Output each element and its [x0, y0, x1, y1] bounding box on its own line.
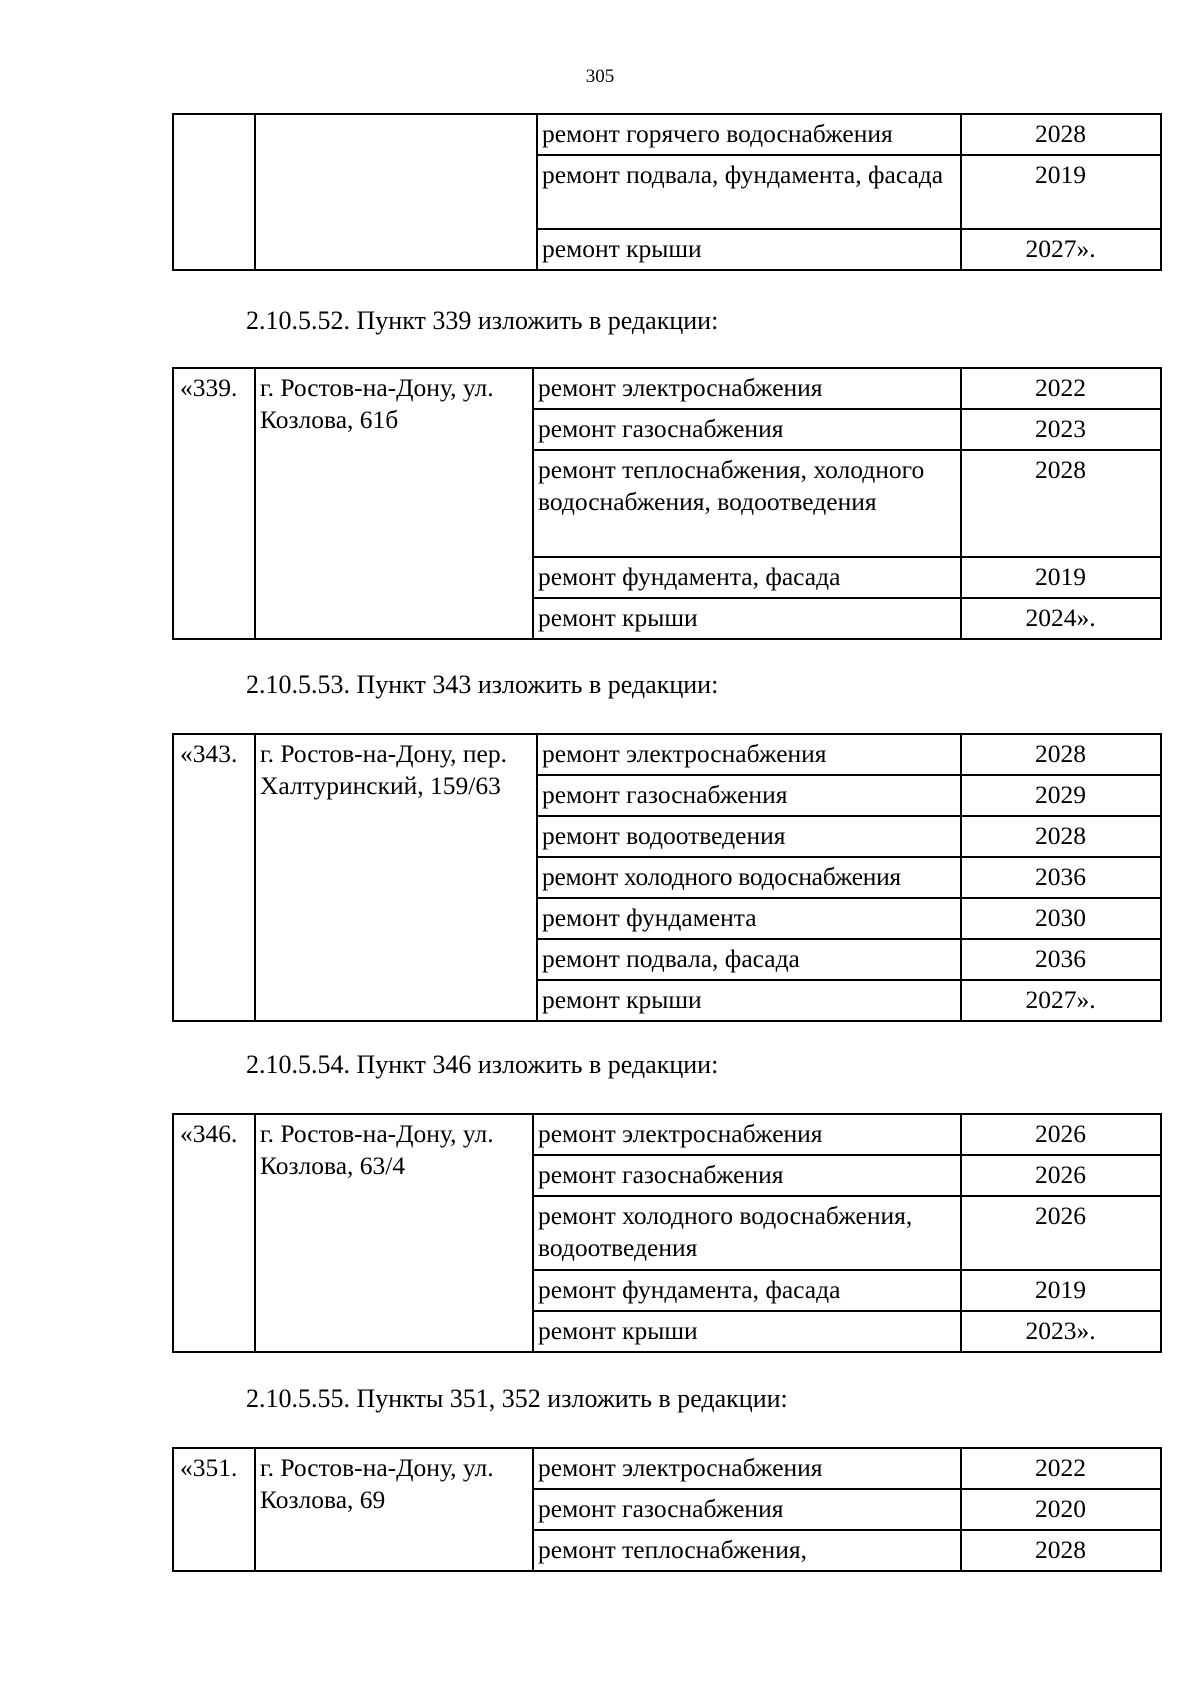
section-heading: 2.10.5.53. Пункт 343 изложить в редакции:	[246, 670, 719, 699]
work-year: 2027».	[961, 980, 1161, 1021]
work-year: 2019	[961, 557, 1161, 598]
work-year: 2020	[961, 1489, 1161, 1530]
section-heading: 2.10.5.55. Пункты 351, 352 изложить в редакции:	[246, 1384, 788, 1413]
work-year: 2028	[961, 734, 1161, 775]
table-row	[173, 1114, 1161, 1155]
work-type: ремонт электроснабжения	[533, 1448, 961, 1489]
work-year: 2036	[961, 939, 1161, 980]
item-address: г. Ростов-на-Дону, ул. Козлова, 63/4	[255, 1114, 533, 1352]
section-heading: 2.10.5.54. Пункт 346 изложить в редакции:	[246, 1050, 719, 1079]
work-type: ремонт газоснабжения	[533, 1155, 961, 1196]
work-type: ремонт холодного водоснабжения	[537, 857, 961, 898]
table-row	[173, 1448, 1161, 1489]
work-year: 2027».	[961, 229, 1161, 270]
table-row	[173, 734, 1161, 775]
work-type: ремонт теплоснабжения, холодного водоснабжения, водоотведения	[533, 450, 961, 557]
repair-table	[172, 113, 1162, 271]
work-year: 2022	[961, 1448, 1161, 1489]
work-type: ремонт теплоснабжения,	[533, 1530, 961, 1571]
work-year: 2023	[961, 409, 1161, 450]
work-type: ремонт фундамента, фасада	[533, 1270, 961, 1311]
work-type: ремонт подвала, фундамента, фасада	[537, 155, 961, 229]
item-number	[173, 114, 255, 270]
work-type: ремонт подвала, фасада	[537, 939, 961, 980]
work-year: 2022	[961, 368, 1161, 409]
item-number: «351.	[173, 1448, 255, 1571]
item-number: «346.	[173, 1114, 255, 1352]
item-number: «343.	[173, 734, 255, 1021]
item-address: г. Ростов-на-Дону, пер. Халтуринский, 159/63	[255, 734, 537, 1021]
work-type: ремонт горячего водоснабжения	[537, 114, 961, 155]
work-year: 2028	[961, 1530, 1161, 1571]
work-year: 2019	[961, 1270, 1161, 1311]
work-year: 2026	[961, 1196, 1161, 1270]
item-address	[255, 114, 537, 270]
work-year: 2029	[961, 775, 1161, 816]
work-type: ремонт крыши	[533, 598, 961, 639]
work-year: 2028	[961, 114, 1161, 155]
work-type: ремонт газоснабжения	[537, 775, 961, 816]
section-heading: 2.10.5.52. Пункт 339 изложить в редакции:	[246, 306, 719, 335]
work-type: ремонт электроснабжения	[533, 368, 961, 409]
work-year: 2028	[961, 450, 1161, 557]
repair-table	[172, 1447, 1162, 1572]
item-number: «339.	[173, 368, 255, 639]
work-year: 2030	[961, 898, 1161, 939]
work-type: ремонт газоснабжения	[533, 1489, 961, 1530]
item-address: г. Ростов-на-Дону, ул. Козлова, 69	[255, 1448, 533, 1571]
page-number: 305	[585, 66, 615, 87]
work-type: ремонт крыши	[533, 1311, 961, 1352]
work-type: ремонт крыши	[537, 229, 961, 270]
work-year: 2036	[961, 857, 1161, 898]
work-year: 2023».	[961, 1311, 1161, 1352]
work-type: ремонт фундамента	[537, 898, 961, 939]
table-row	[173, 114, 1161, 155]
repair-table	[172, 733, 1162, 1022]
work-type: ремонт фундамента, фасада	[533, 557, 961, 598]
work-year: 2024».	[961, 598, 1161, 639]
repair-table	[172, 1113, 1162, 1353]
work-year: 2019	[961, 155, 1161, 229]
work-type: ремонт электроснабжения	[537, 734, 961, 775]
work-year: 2028	[961, 816, 1161, 857]
work-year: 2026	[961, 1155, 1161, 1196]
work-type: ремонт газоснабжения	[533, 409, 961, 450]
work-type: ремонт электроснабжения	[533, 1114, 961, 1155]
work-type: ремонт холодного водоснабжения, водоотведения	[533, 1196, 961, 1270]
work-type: ремонт крыши	[537, 980, 961, 1021]
table-row	[173, 368, 1161, 409]
work-year: 2026	[961, 1114, 1161, 1155]
item-address: г. Ростов-на-Дону, ул. Козлова, 61б	[255, 368, 533, 639]
repair-table	[172, 367, 1162, 640]
work-type: ремонт водоотведения	[537, 816, 961, 857]
